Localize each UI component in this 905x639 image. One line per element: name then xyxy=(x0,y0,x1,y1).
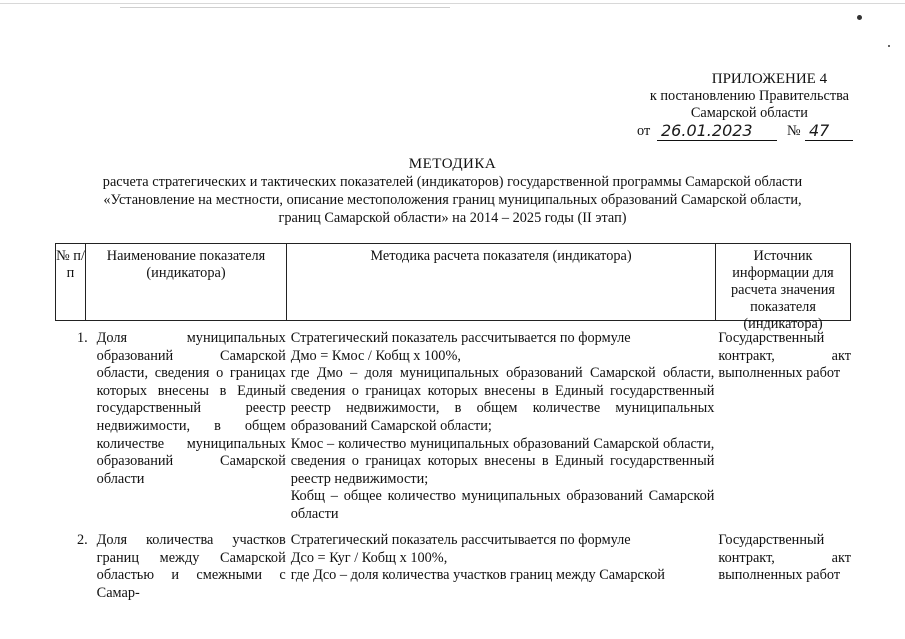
handwritten-date: 26.01.2023 xyxy=(657,121,777,141)
indicator-name: Доля количества участков границ между Самарской областью и смежными с Самар- xyxy=(96,532,286,601)
page-title: МЕТОДИКА xyxy=(408,156,497,172)
header-num: № п/п xyxy=(56,244,86,320)
method-line: Стратегический показатель рассчитывается по формуле xyxy=(290,532,631,548)
method-formula: Дсо = Куг / Кобщ х 100%, xyxy=(290,549,448,566)
info-source: Государственный контракт, акт выполненных работ xyxy=(718,532,852,584)
scan-edge-line-short xyxy=(120,7,450,8)
appendix-block xyxy=(650,71,849,122)
scan-speck xyxy=(857,15,862,20)
table-header xyxy=(55,243,851,332)
method-text xyxy=(291,532,715,602)
appendix-title: ПРИЛОЖЕНИЕ 4 xyxy=(711,71,828,87)
date-prefix: от xyxy=(637,123,651,139)
decree-date-line xyxy=(637,121,852,141)
indicator-name: Доля муниципальных образований Самарской области, сведения о границах которых внесены в Единый государственный реестр недвижимости, в общем количестве муниципальных образований Самарской области xyxy=(96,330,286,487)
table-row xyxy=(55,532,851,602)
method-line: Стратегический показатель рассчитывается по формуле xyxy=(290,330,631,346)
scan-speck xyxy=(888,45,890,47)
method-text xyxy=(291,330,715,524)
handwritten-number: 47 xyxy=(805,121,853,141)
header-source: Источник информации для расчета значения показателя (индикатора) xyxy=(731,248,835,332)
appendix-line: к постановлению Правительства xyxy=(649,88,849,104)
subtitle-line: границ Самарской области» на 2014 – 2025 годы (II этап) xyxy=(278,210,627,226)
subtitle-line: расчета стратегических и тактических показателей (индикаторов) государственной программы Самарской области xyxy=(102,174,803,190)
method-line: где Дмо – доля муниципальных образований Самарской области, сведения о границах которых внесены в Единый государственный реестр недвижимости, в общем количестве муниципальных образований Самарской области; xyxy=(290,365,715,434)
header-name: Наименование показателя (индикатора) xyxy=(86,244,287,320)
scan-edge-line xyxy=(0,3,905,4)
method-line: где Дсо – доля количества участков границ между Самарской xyxy=(290,567,665,584)
document-heading xyxy=(0,155,905,227)
subtitle-line: «Установление на местности, описание местоположения границ муниципальных образований Самарской области, xyxy=(103,192,802,208)
method-line: Кобщ – общее количество муниципальных образований Самарской области xyxy=(290,488,715,522)
header-method: Методика расчета показателя (индикатора) xyxy=(287,244,716,320)
method-line: Кмос – количество муниципальных образований Самарской области, сведения о границах которых внесены в Единый государственный реестр недвижимости; xyxy=(290,435,715,487)
appendix-line: Самарской области xyxy=(690,105,808,121)
info-source: Государственный контракт, акт выполненных работ xyxy=(718,330,852,382)
number-prefix: № xyxy=(787,123,801,139)
method-formula: Дмо = Кмос / Кобщ х 100%, xyxy=(290,347,461,364)
table-row xyxy=(55,330,851,524)
row-number: 2. xyxy=(76,532,88,548)
row-number: 1. xyxy=(76,330,88,346)
